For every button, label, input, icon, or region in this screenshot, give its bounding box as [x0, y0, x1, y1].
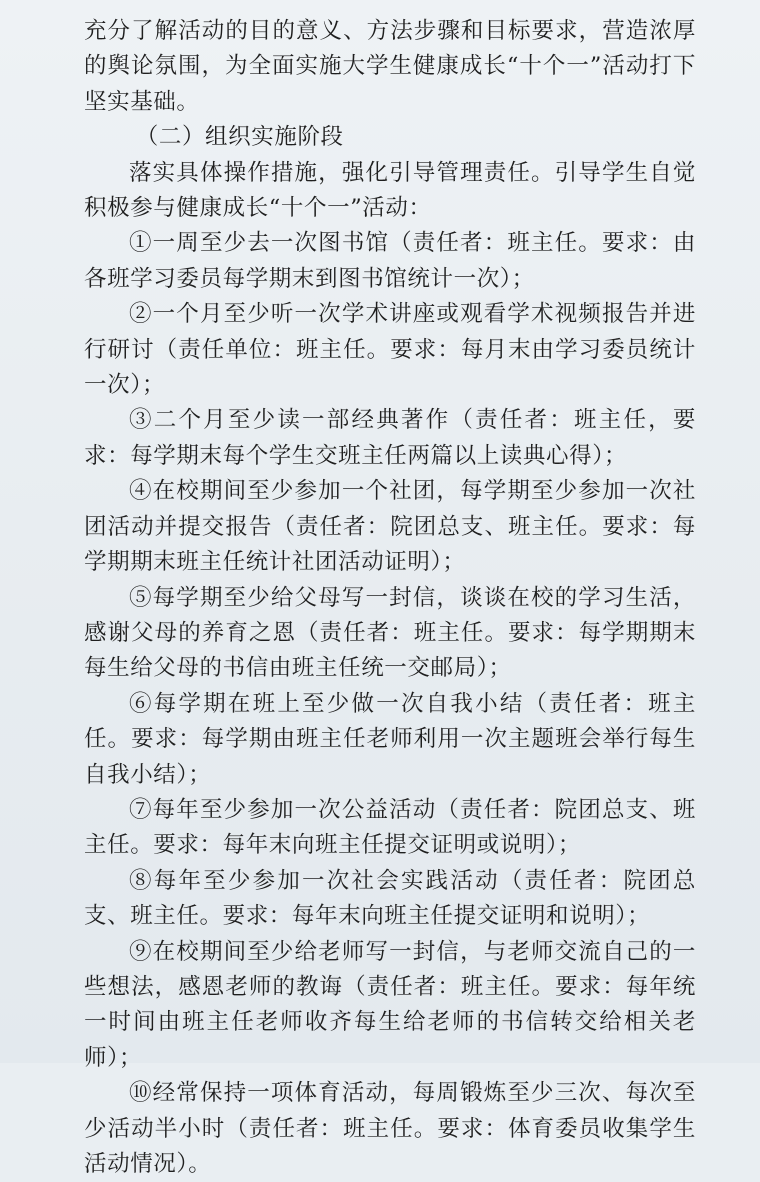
list-item-5: ⑤每学期至少给父母写一封信，谈谈在校的学习生活，感谢父母的养育之恩（责任者：班主任。要求：每学期期末每生给父母的书信由班主任统一交邮局）； [84, 584, 696, 682]
list-item-2: ②一个月至少听一次学术讲座或观看学术视频报告并进行研讨（责任单位：班主任。要求：每月末由学习委员统计一次）； [84, 301, 696, 399]
document-body [84, 14, 696, 1182]
section-heading: （二）组织实施阶段 [135, 124, 344, 151]
list-item-4: ④在校期间至少参加一个社团，每学期至少参加一次社团活动并提交报告（责任者：院团总支、班主任。要求：每学期期末班主任统计社团活动证明）； [84, 478, 696, 576]
list-item-3: ③二个月至少读一部经典著作（责任者：班主任，要求：每学期末每个学生交班主任两篇以上读典心得）； [84, 407, 696, 469]
paragraph-implementation: 落实具体操作措施，强化引导管理责任。引导学生自觉积极参与健康成长“十个一”活动： [84, 159, 696, 222]
list-item-7: ⑦每年至少参加一次公益活动（责任者：院团总支、班主任。要求：每年末向班主任提交证明或说明）； [84, 796, 696, 859]
list-item-1: ①一周至少去一次图书馆（责任者：班主任。要求：由各班学习委员每学期末到图书馆统计一次）； [84, 230, 696, 292]
list-item-6: ⑥每学期在班上至少做一次自我小结（责任者：班主任。要求：每学期由班主任老师利用一次主题班会举行每生自我小结）； [84, 690, 696, 788]
paragraph-intro-continued: 充分了解活动的目的意义、方法步骤和目标要求，营造浓厚的舆论氛围，为全面实施大学生健康成长“十个一”活动打下坚实基础。 [84, 18, 696, 115]
list-item-10: ⑩经常保持一项体育活动，每周锻炼至少三次、每次至少活动半小时（责任者：班主任。要求：体育委员收集学生活动情况）。 [84, 1080, 696, 1177]
list-item-9: ⑨在校期间至少给老师写一封信，与老师交流自己的一些想法，感恩老师的教诲（责任者：班主任。要求：每年统一时间由班主任老师收齐每生给老师的书信转交给相关老师）； [84, 938, 696, 1071]
list-item-8: ⑧每年至少参加一次社会实践活动（责任者：院团总支、班主任。要求：每年末向班主任提交证明和说明）； [84, 867, 696, 930]
